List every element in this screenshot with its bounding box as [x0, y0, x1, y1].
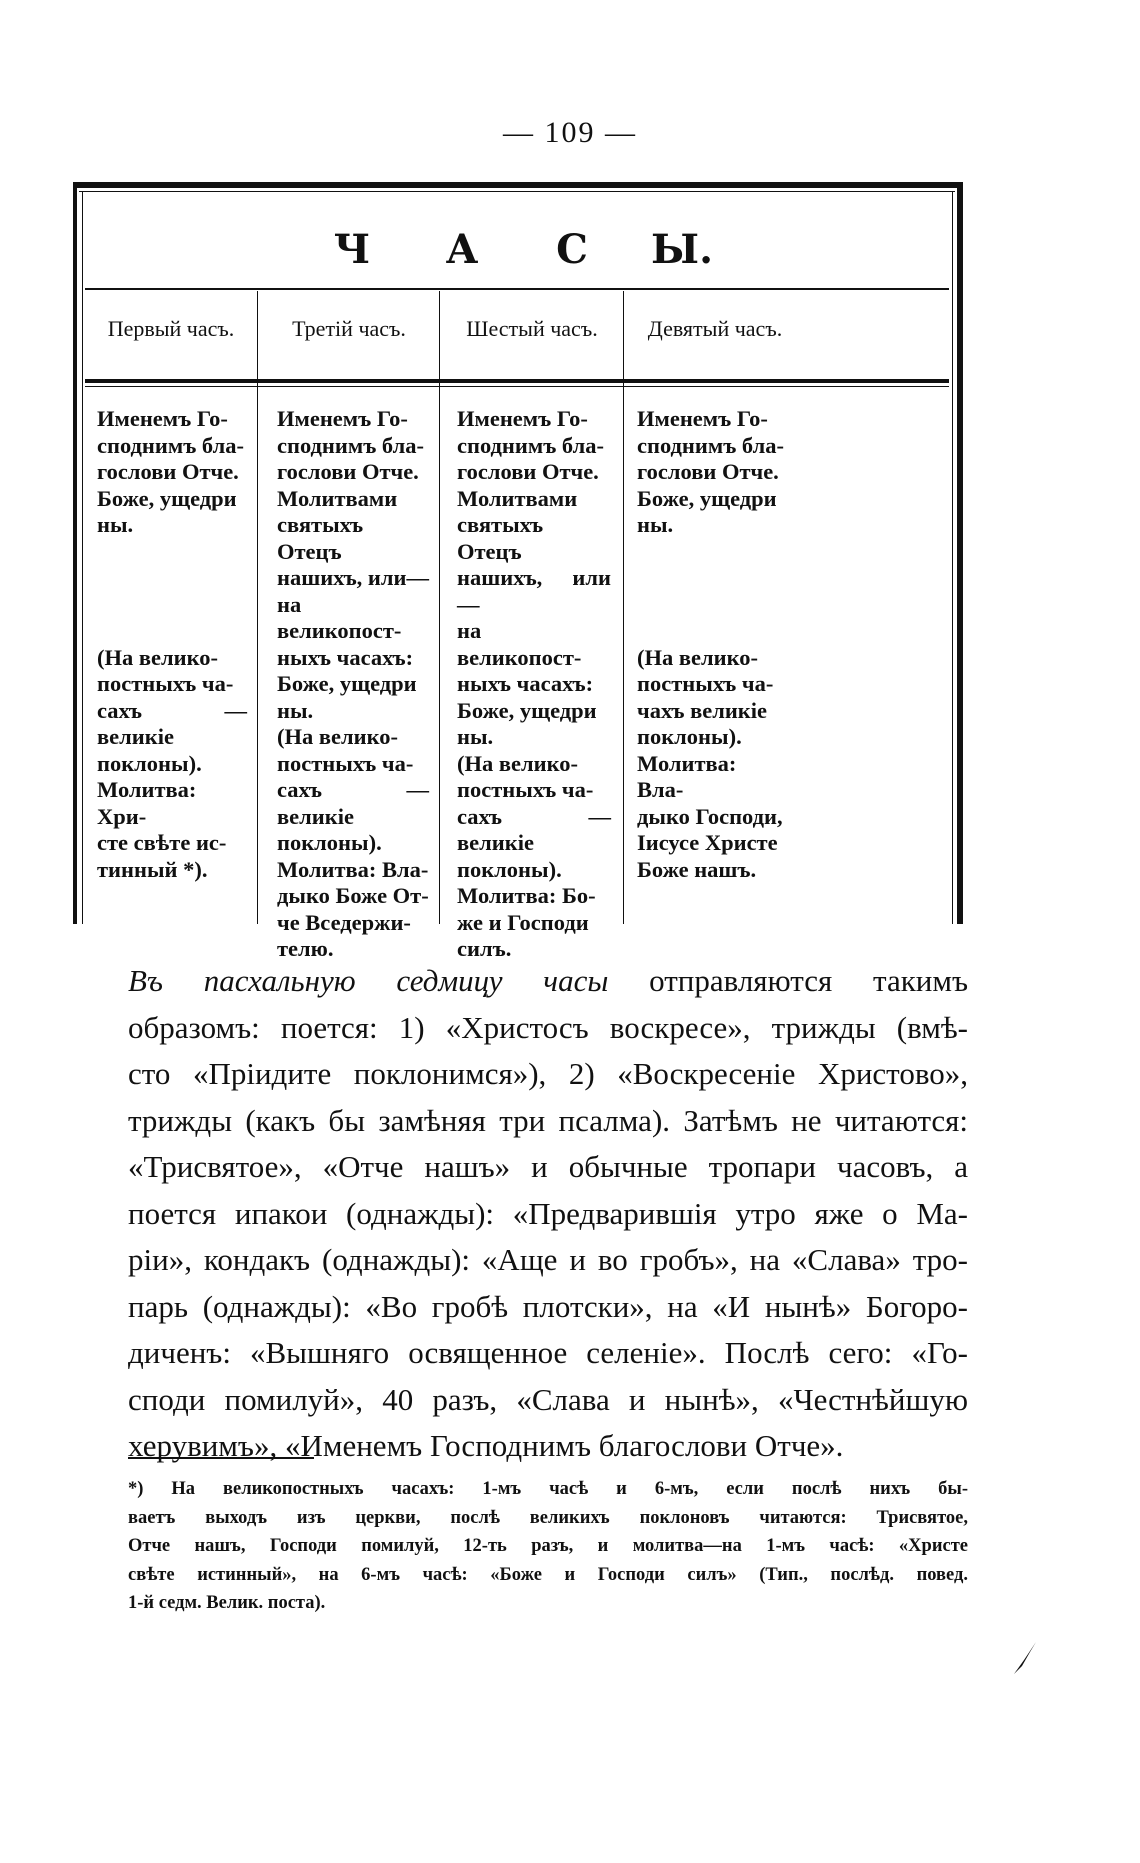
column-line: Именемъ Го-: [277, 406, 408, 431]
column-line: поклоны).: [637, 724, 742, 749]
column-line: ны.: [97, 512, 134, 537]
column-line: споднимъ бла-: [457, 432, 604, 458]
main-paragraph: [128, 958, 968, 1470]
column-line: Боже, ущедри: [637, 485, 777, 511]
footnote-line: 1-й седм. Велик. поста).: [128, 1593, 326, 1613]
italic-lead: Въ пасхальную седмицу часы: [128, 963, 609, 998]
title-letter: Ы.: [651, 226, 713, 273]
column-line: [637, 592, 787, 619]
column-line: Іисусе Христе: [637, 830, 778, 855]
column-line: Боже, ущедри: [457, 697, 597, 723]
column-line: сахъ — великіе: [277, 777, 429, 829]
column-line: [637, 618, 787, 645]
column-line: Молитва: Вла-: [277, 856, 429, 882]
column-line: святыхъ Отецъ: [277, 512, 364, 564]
column-line: сахъ — великіе: [97, 697, 247, 749]
column-line: гослови Отче.: [457, 459, 599, 484]
column-body-third-hour: [277, 406, 429, 963]
footnote-rule: [128, 1457, 314, 1459]
footnote: [128, 1475, 968, 1618]
column-header-third-hour: Третій часъ.: [292, 316, 406, 341]
column-line: тинный *).: [97, 856, 208, 882]
column-line: [97, 539, 247, 566]
column-line: [97, 565, 247, 592]
column-line: постныхъ ча-: [277, 750, 414, 776]
paragraph-line: образомъ: поется: 1) «Христосъ воскресе», трижды (вмѣ-: [128, 1009, 968, 1045]
column-line: постныхъ ча-: [457, 777, 594, 802]
column-line: ныхъ часахъ:: [457, 671, 594, 696]
paragraph-line: трижды (какъ бы замѣняя три псалма). Затѣмъ не читаются:: [128, 1102, 968, 1138]
column-line: поклоны).: [457, 856, 562, 882]
column-line: поклоны).: [97, 750, 202, 776]
column-line: споднимъ бла-: [277, 432, 424, 458]
column-line: Именемъ Го-: [637, 406, 768, 431]
column-body-first-hour: [97, 406, 247, 883]
column-body-ninth-hour: [637, 406, 787, 883]
title-letter: Ч: [333, 226, 371, 273]
column-line: Боже, ущедри: [97, 485, 237, 511]
column-line: постныхъ ча-: [637, 671, 774, 696]
column-header-ninth-hour: Девятый часъ.: [647, 316, 783, 341]
column-line: гослови Отче.: [97, 459, 239, 484]
column-line: чахъ великіе: [637, 697, 768, 723]
column-line: (На велико-: [637, 644, 759, 670]
column-line: [637, 565, 787, 592]
paragraph-line: сто «Пріидите поклонимся»), 2) «Воскресеніе Христово»,: [128, 1056, 968, 1091]
footnote-line: ваетъ выходъ изъ церкви, послѣ великихъ поклоновъ читаются: Трисвятое,: [128, 1507, 968, 1528]
column-body-sixth-hour: [457, 406, 611, 963]
column-header-sixth-hour: Шестый часъ.: [466, 316, 598, 341]
paragraph-line: поется ипакои (однажды): «Предварившія утро яже о Ма-: [128, 1195, 968, 1231]
column-line: Именемъ Го-: [457, 406, 588, 431]
column-line: ны.: [457, 724, 494, 749]
column-line: Молитвами: [457, 485, 578, 511]
column-line: (На велико-: [277, 724, 399, 749]
ink-speck-mark: [1010, 1638, 1040, 1678]
paragraph-line: херувимъ», «Именемъ Господнимъ благослови Отче».: [128, 1428, 844, 1463]
column-line: Молитва: Бо-: [457, 883, 596, 908]
column-line: поклоны).: [277, 830, 382, 855]
column-line: споднимъ бла-: [97, 432, 244, 458]
column-line: Молитвами: [277, 485, 398, 511]
column-line: ны.: [637, 512, 674, 537]
title-letter: С: [556, 226, 588, 273]
column-line: сахъ — великіе: [457, 803, 611, 855]
column-line: споднимъ бла-: [637, 432, 784, 458]
paragraph-line: «Трисвятое», «Отче нашъ» и обычные тропари часовъ, а: [128, 1149, 968, 1184]
column-line: [637, 539, 787, 566]
title-letter: А: [445, 226, 479, 273]
column-line: гослови Отче.: [637, 459, 779, 484]
column-line: нашихъ, или—: [277, 565, 429, 590]
footnote-line: свѣте истинный», на 6-мъ часѣ: «Боже и Господи силъ» (Тип., послѣд. повед.: [128, 1564, 968, 1585]
column-line: Боже, ущедри: [277, 671, 417, 696]
column-line: постныхъ ча-: [97, 671, 234, 696]
column-line: на великопост-: [457, 618, 582, 670]
column-line: Молитва: Хри-: [97, 777, 197, 829]
hours-table: [73, 182, 963, 961]
column-line: нашихъ, или —: [457, 565, 611, 617]
column-line: гослови Отче.: [277, 459, 419, 484]
footnote-line: Отче нашъ, Господи помилуй, 12-ть разъ, и молитва—на 1-мъ часѣ: «Христе: [128, 1536, 968, 1556]
column-line: (На велико-: [457, 750, 579, 776]
column-line: Именемъ Го-: [97, 406, 228, 431]
paragraph-line: Въ пасхальную седмицу часы отправляются такимъ: [128, 963, 968, 998]
column-line: сте свѣте ис-: [97, 830, 227, 855]
column-line: Молитва: Вла-: [637, 750, 737, 802]
column-line: телю.: [277, 936, 334, 961]
column-line: че Вседержи-: [277, 909, 411, 935]
paragraph-line: парь (однажды): «Во гробѣ плотски», на «И нынѣ» Богоро-: [128, 1288, 968, 1324]
page-number: — 109 —: [503, 116, 637, 149]
column-line: силъ.: [457, 936, 512, 961]
column-line: Боже нашъ.: [637, 856, 757, 882]
column-line: [97, 592, 247, 619]
column-line: ны.: [277, 697, 314, 723]
table-title: [77, 226, 957, 276]
column-line: ныхъ часахъ:: [277, 644, 414, 670]
column-line: (На велико-: [97, 644, 219, 670]
column-line: [97, 618, 247, 645]
paragraph-line: споди помилуй», 40 разъ, «Слава и нынѣ», «Честнѣйшую: [128, 1381, 968, 1417]
column-line: на великопост-: [277, 591, 402, 643]
footnote-line: *) На великопостныхъ часахъ: 1-мъ часѣ и 6-мъ, если послѣ нихъ бы-: [128, 1479, 968, 1499]
column-line: дыко Боже От-: [277, 883, 429, 908]
column-line: дыко Господи,: [637, 803, 783, 829]
column-line: святыхъ Отецъ: [457, 512, 544, 564]
paragraph-line: ріи», кондакъ (однажды): «Аще и во гробъ», на «Слава» тро-: [128, 1242, 968, 1277]
column-line: же и Господи: [457, 909, 589, 935]
column-header-first-hour: Первый часъ.: [107, 316, 235, 341]
paragraph-line: диченъ: «Вышняго освященное селеніе». Послѣ сего: «Го-: [128, 1335, 968, 1370]
